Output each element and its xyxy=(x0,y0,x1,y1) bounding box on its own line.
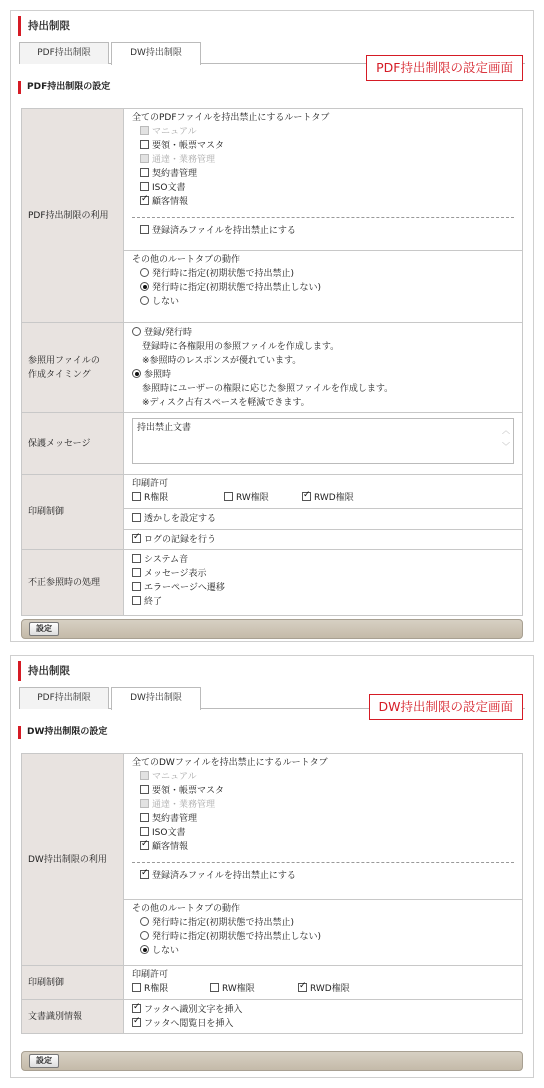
root-tab-item xyxy=(140,840,514,854)
root-tab-checkbox[interactable] xyxy=(140,827,149,836)
usage-heading: 全てのPDFファイルを持出禁止にするルートタブ xyxy=(132,113,330,123)
print-label: 印刷制御 xyxy=(22,966,124,1000)
timing-desc: 参照時にユーザーの権限に応じた参照ファイルを作成します。 xyxy=(142,384,394,394)
print-rw-checkbox[interactable] xyxy=(210,983,219,992)
root-tab-checkbox[interactable] xyxy=(140,182,149,191)
root-tab-item xyxy=(140,153,514,167)
registered-checkbox[interactable] xyxy=(140,870,149,879)
root-tab-item xyxy=(140,181,514,195)
other-radio-1[interactable] xyxy=(140,917,149,926)
root-tab-checkbox[interactable] xyxy=(140,785,149,794)
timing-label: 参照用ファイルの 作成タイミング xyxy=(22,323,124,413)
print-r-checkbox[interactable] xyxy=(132,983,141,992)
root-tab-checkbox[interactable] xyxy=(140,813,149,822)
invalid-option: システム音 xyxy=(144,555,189,565)
root-tab-item xyxy=(140,770,514,784)
timing-desc: 登録時に各権限用の参照ファイルを作成します。 xyxy=(142,342,340,352)
invalid-option: メッセージ表示 xyxy=(144,569,207,579)
root-tab-label: 要領・帳票マスタ xyxy=(152,786,225,796)
docid-option: フッタへ識別文字を挿入 xyxy=(144,1005,243,1015)
protect-label: 保護メッセージ xyxy=(22,413,124,475)
root-tab-item xyxy=(140,812,514,826)
print-heading: 印刷許可 xyxy=(132,479,169,489)
settings-table xyxy=(21,753,523,1034)
registered-checkbox[interactable] xyxy=(140,225,149,234)
log-label: ログの記録を行う xyxy=(144,535,217,545)
invalid-exit-checkbox[interactable] xyxy=(132,596,141,605)
invalid-option: 終了 xyxy=(144,597,163,607)
root-tab-checkbox xyxy=(140,771,149,780)
root-tab-checkbox xyxy=(140,799,149,808)
root-tab-item xyxy=(140,195,514,209)
root-tab-label: マニュアル xyxy=(152,127,197,137)
divider xyxy=(124,529,522,530)
root-tab-item xyxy=(140,784,514,798)
root-tab-checkbox[interactable] xyxy=(140,140,149,149)
print-heading: 印刷許可 xyxy=(132,970,169,980)
other-option-1: 発行時に指定(初期状態で持出禁止) xyxy=(152,269,295,279)
usage-label: DW持出制限の利用 xyxy=(22,754,124,966)
root-tab-label: 顧客情報 xyxy=(152,842,189,852)
root-tab-label: 契約書管理 xyxy=(152,169,198,179)
root-tab-item xyxy=(140,798,514,812)
print-rw-label: RW権限 xyxy=(222,984,255,994)
button-bar xyxy=(21,1051,523,1071)
watermark-checkbox[interactable] xyxy=(132,513,141,522)
divider xyxy=(124,508,522,509)
set-button[interactable]: 設定 xyxy=(29,622,59,636)
root-tab-item xyxy=(140,139,514,153)
root-tab-label: 契約書管理 xyxy=(152,814,198,824)
invalid-sound-checkbox[interactable] xyxy=(132,554,141,563)
registered-label: 登録済みファイルを持出禁止にする xyxy=(152,871,296,881)
log-checkbox[interactable] xyxy=(132,534,141,543)
other-option-3: しない xyxy=(152,946,180,956)
protect-message-textarea[interactable] xyxy=(132,418,514,464)
root-tab-label: ISO文書 xyxy=(152,828,186,838)
docid-option: フッタへ閲覧日を挿入 xyxy=(144,1019,234,1029)
root-tab-label: 顧客情報 xyxy=(152,197,189,207)
divider xyxy=(132,862,514,863)
other-heading: その他のルートタブの動作 xyxy=(132,255,241,265)
other-option-1: 発行時に指定(初期状態で持出禁止) xyxy=(152,918,295,928)
other-heading: その他のルートタブの動作 xyxy=(132,904,241,914)
page-title: 持出制限 xyxy=(18,661,70,681)
timing-desc: ※参照時のレスポンスが優れています。 xyxy=(142,356,302,366)
page-title: 持出制限 xyxy=(18,16,70,36)
root-tab-label: マニュアル xyxy=(152,772,197,782)
section-title: PDF持出制限の設定 xyxy=(18,81,110,94)
print-label: 印刷制御 xyxy=(22,475,124,550)
print-r-label: R権限 xyxy=(144,984,169,994)
print-rwd-checkbox[interactable] xyxy=(298,983,307,992)
root-tab-label: ISO文書 xyxy=(152,183,186,193)
invalid-errorpage-checkbox[interactable] xyxy=(132,582,141,591)
invalid-option: エラーページへ遷移 xyxy=(144,583,225,593)
scrollbar[interactable] xyxy=(501,423,511,455)
docid-footer-date-checkbox[interactable] xyxy=(132,1018,141,1027)
other-option-2: 発行時に指定(初期状態で持出禁止しない) xyxy=(152,932,322,942)
root-tab-label: 通達・業務管理 xyxy=(152,155,216,165)
root-tab-checkbox[interactable] xyxy=(140,841,149,850)
other-radio-2[interactable] xyxy=(140,282,149,291)
dw-restriction-panel xyxy=(10,655,534,1078)
set-button[interactable]: 設定 xyxy=(29,1054,59,1068)
timing-option-reference: 参照時 xyxy=(144,370,172,380)
other-radio-1[interactable] xyxy=(140,268,149,277)
callout-label: DW持出制限の設定画面 xyxy=(369,694,524,720)
print-rw-checkbox[interactable] xyxy=(224,492,233,501)
button-bar xyxy=(21,619,523,639)
section-title: DW持出制限の設定 xyxy=(18,726,107,739)
docid-label: 文書識別情報 xyxy=(22,1000,124,1034)
root-tab-item xyxy=(140,826,514,840)
tab-dw[interactable]: DW持出制限 xyxy=(111,687,201,710)
timing-radio-reference[interactable] xyxy=(132,369,141,378)
scroll-up-icon[interactable]: ︿ xyxy=(502,426,510,435)
timing-radio-register[interactable] xyxy=(132,327,141,336)
root-tab-item xyxy=(140,167,514,181)
protect-message-value: 持出禁止文書 xyxy=(137,423,192,433)
print-r-label: R権限 xyxy=(144,493,169,503)
print-rwd-checkbox[interactable] xyxy=(302,492,311,501)
root-tab-label: 通達・業務管理 xyxy=(152,800,216,810)
watermark-label: 透かしを設定する xyxy=(144,514,217,524)
invalid-label: 不正参照時の処理 xyxy=(22,550,124,616)
timing-option-register: 登録/発行時 xyxy=(144,328,193,338)
print-r-checkbox[interactable] xyxy=(132,492,141,501)
registered-label: 登録済みファイルを持出禁止にする xyxy=(152,226,296,236)
usage-heading: 全てのDWファイルを持出禁止にするルートタブ xyxy=(132,758,328,768)
root-tab-checkbox[interactable] xyxy=(140,196,149,205)
docid-footer-text-checkbox[interactable] xyxy=(132,1004,141,1013)
timing-desc: ※ディスク占有スペースを軽減できます。 xyxy=(142,398,310,408)
scroll-down-icon[interactable]: ﹀ xyxy=(502,442,510,451)
callout-label: PDF持出制限の設定画面 xyxy=(366,55,523,81)
root-tab-checkbox[interactable] xyxy=(140,168,149,177)
pdf-restriction-panel xyxy=(10,10,534,642)
usage-label: PDF持出制限の利用 xyxy=(22,109,124,323)
other-radio-3[interactable] xyxy=(140,296,149,305)
print-rw-label: RW権限 xyxy=(236,493,269,503)
other-radio-2[interactable] xyxy=(140,931,149,940)
tab-pdf[interactable]: PDF持出制限 xyxy=(19,687,109,709)
divider xyxy=(132,217,514,218)
root-tab-label: 要領・帳票マスタ xyxy=(152,141,225,151)
settings-table xyxy=(21,108,523,616)
tab-pdf[interactable]: PDF持出制限 xyxy=(19,42,109,64)
root-tab-checkbox xyxy=(140,126,149,135)
print-rwd-label: RWD権限 xyxy=(314,493,354,503)
other-option-3: しない xyxy=(152,297,180,307)
print-rwd-label: RWD権限 xyxy=(310,984,350,994)
invalid-message-checkbox[interactable] xyxy=(132,568,141,577)
root-tab-checkbox xyxy=(140,154,149,163)
root-tab-item xyxy=(140,125,514,139)
tab-dw[interactable]: DW持出制限 xyxy=(111,42,201,65)
other-radio-3[interactable] xyxy=(140,945,149,954)
other-option-2: 発行時に指定(初期状態で持出禁止しない) xyxy=(152,283,322,293)
